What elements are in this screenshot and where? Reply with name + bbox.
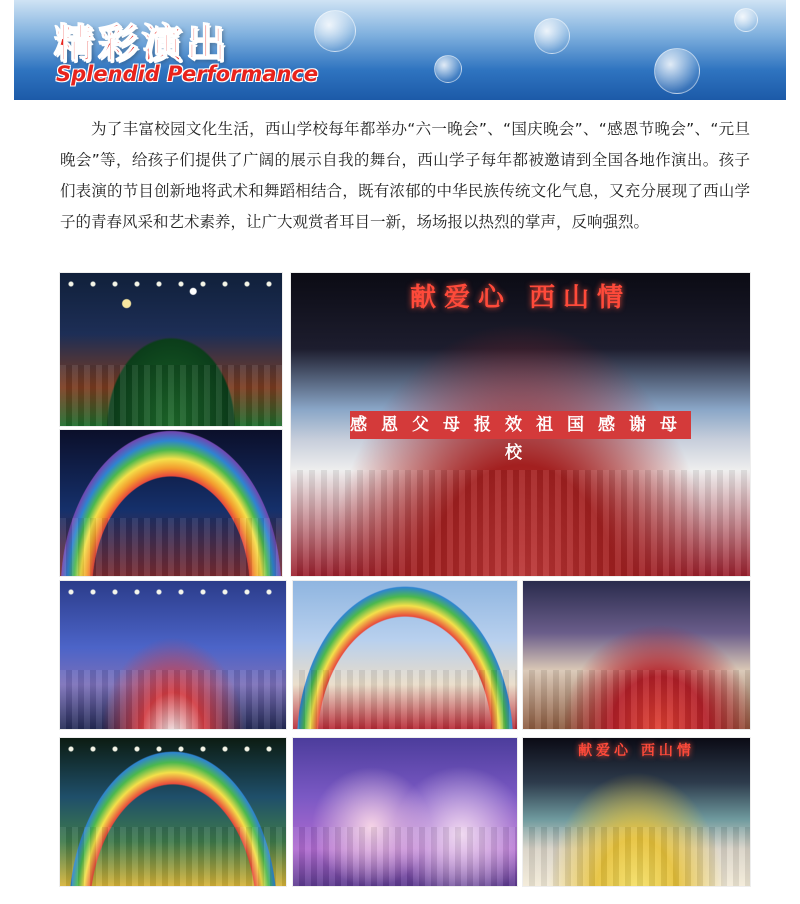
red-board-row [349,411,692,463]
photo-rocket-stage [523,581,750,729]
bubble-decoration [734,8,758,32]
led-banner: 献爱心 西山情 [578,743,695,759]
photo-screen-stage [293,581,517,729]
bubble-decoration [534,18,570,54]
photo-rainbow-stage [60,430,282,576]
photo-grand-group [291,273,750,576]
photo-chick-dance [60,738,286,886]
page-subtitle: Splendid Performance [56,62,319,86]
photo-finale [523,738,750,886]
bubble-decoration [434,55,462,83]
board-text: 感恩父母报效祖国感谢母校 [350,411,691,439]
intro-paragraph: 为了丰富校园文化生活，西山学校每年都举办“六一晚会”、“国庆晚会”、“感恩节晚会”、“元旦晚会”等，给孩子们提供了广阔的展示自我的舞台，西山学子每年都被邀请到全国各地作演出。孩子们表演的节目创新地将武术和舞蹈相结合，既有浓郁的中华民族传统文化气息，又充分展现了西山学子的青春风采和艺术素养，让广大观赏者耳目一新，场场报以热烈的掌声，反响强烈。 [60,120,750,231]
page-title: 精彩演出 [54,21,230,67]
led-banner: 献爱心 西山情 [409,283,632,313]
photo-purple-trumpet [293,738,517,886]
photo-martial-arts [60,273,282,426]
bubble-decoration [654,48,700,94]
photo-blue-dance [60,581,286,729]
header-banner [14,0,786,100]
bubble-decoration [314,10,356,52]
